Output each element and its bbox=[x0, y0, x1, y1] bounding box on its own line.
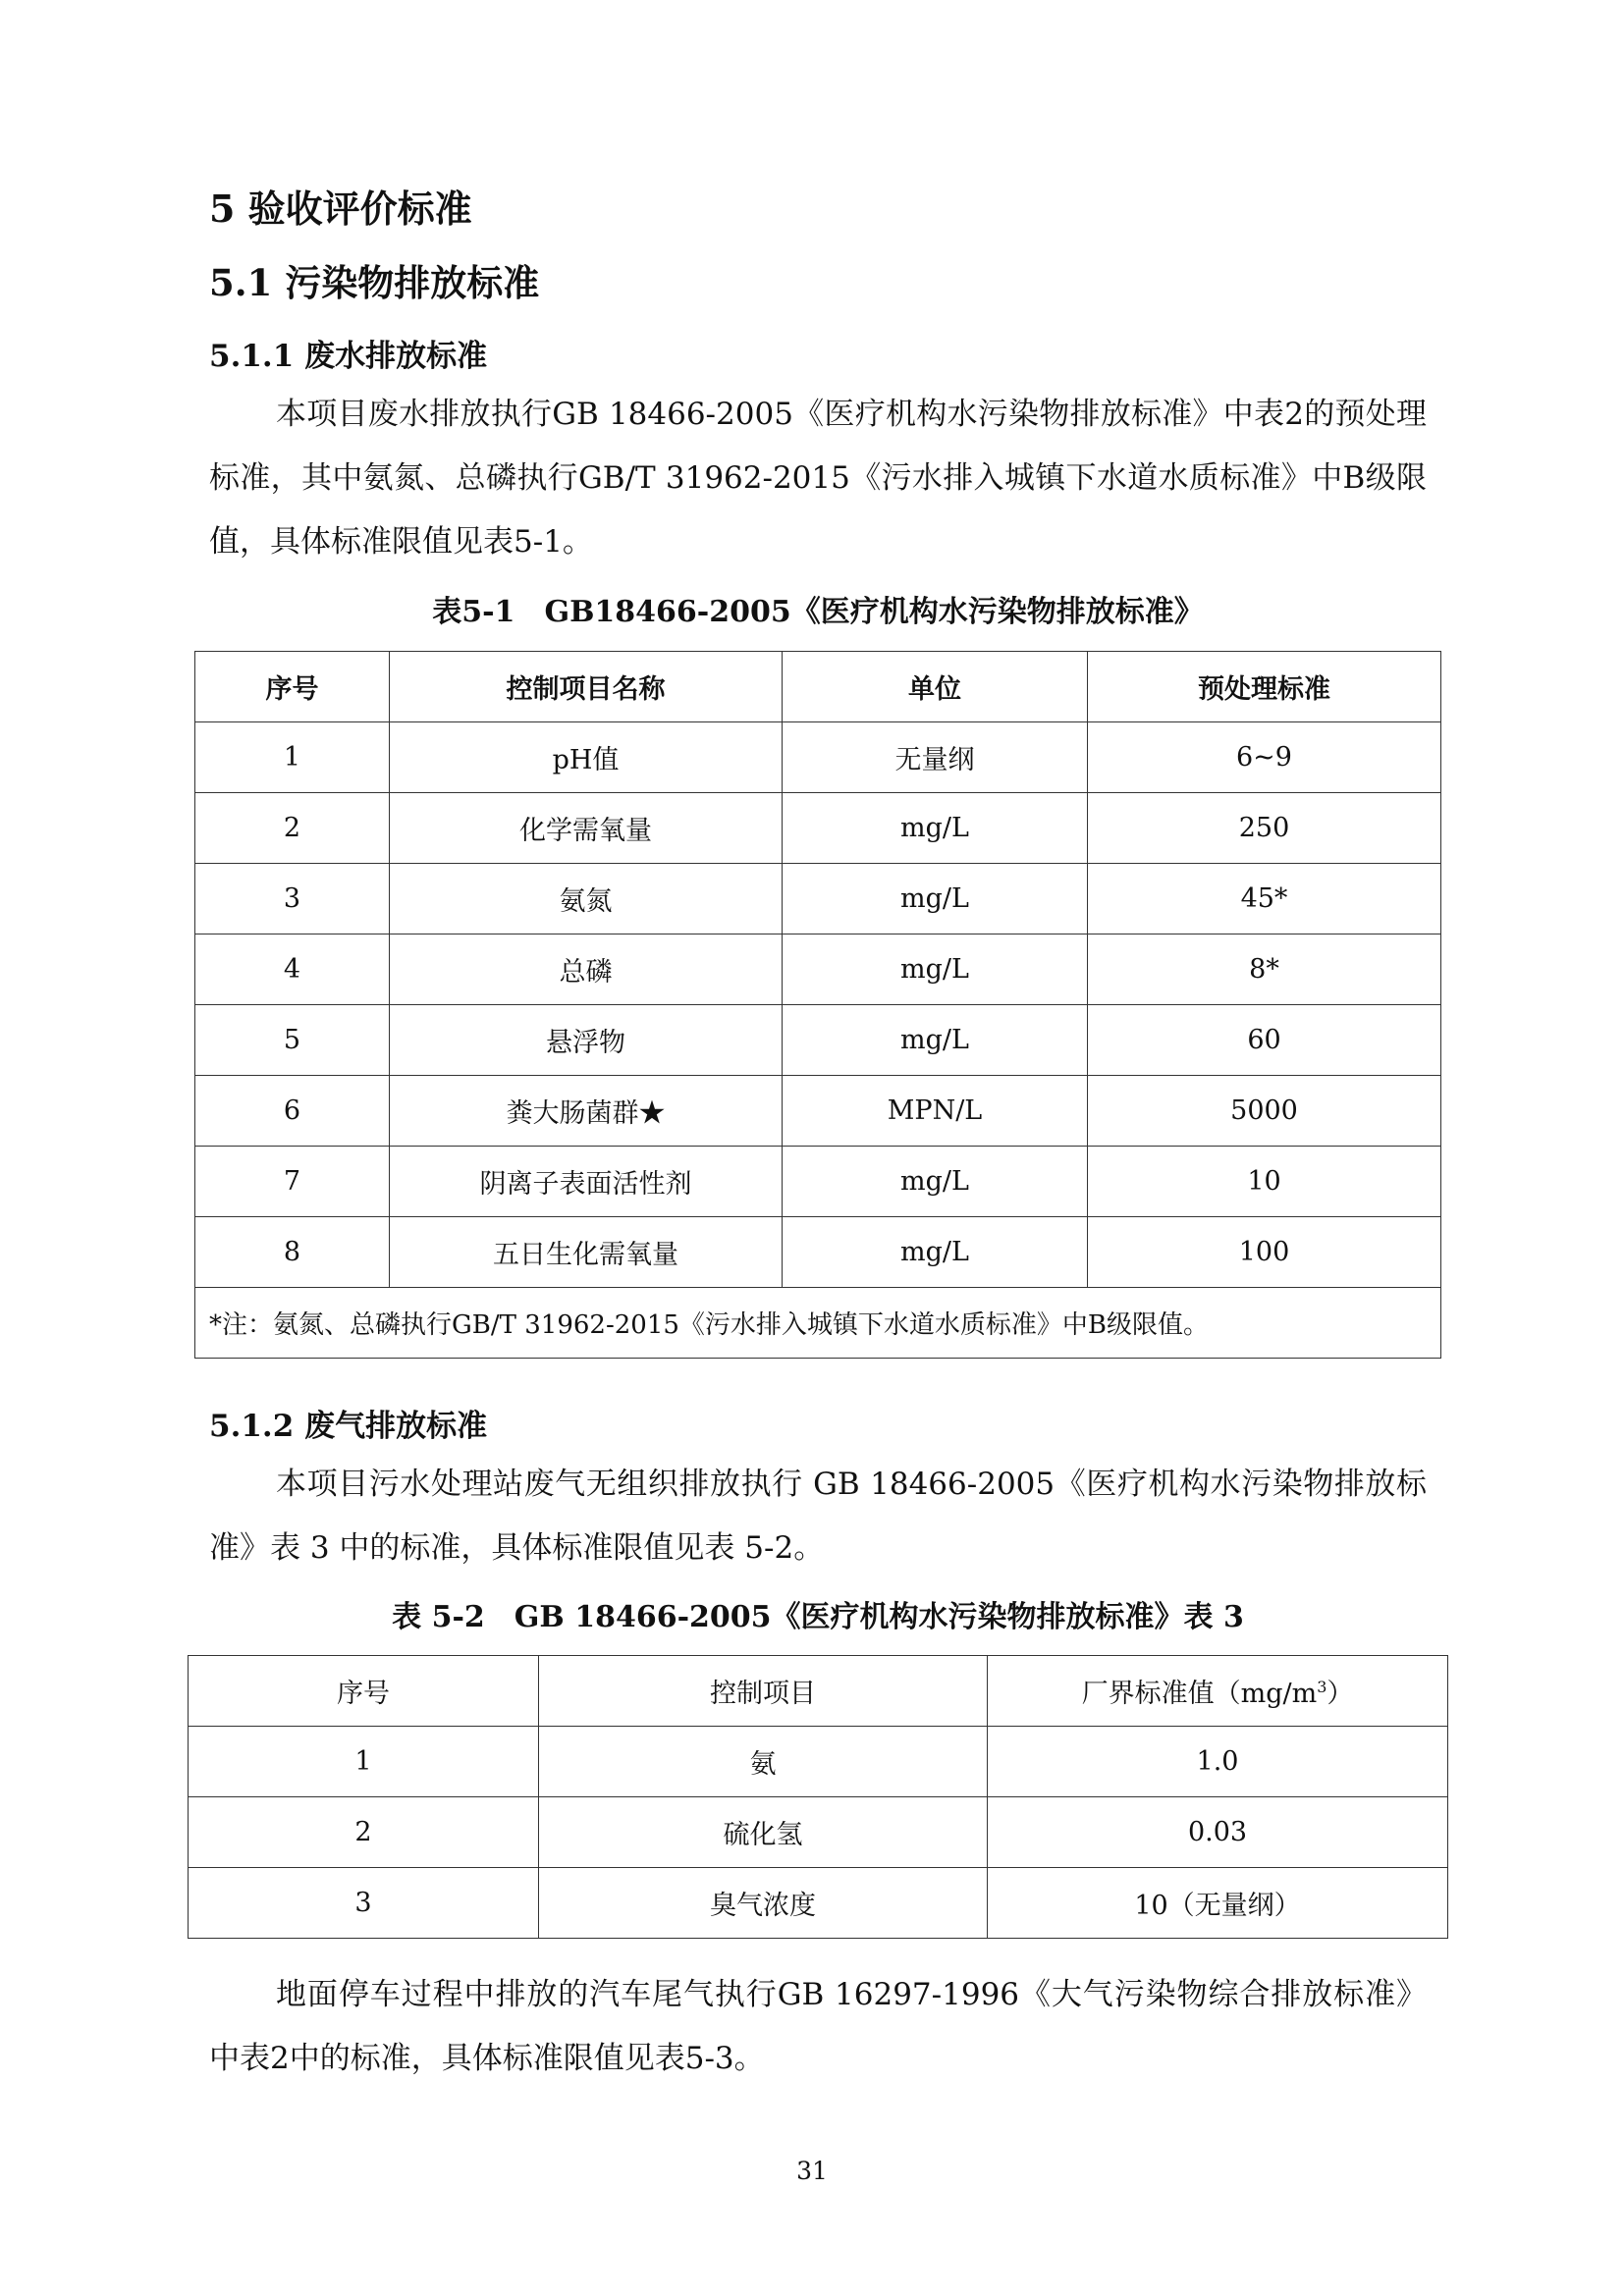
table-cell: 阴离子表面活性剂 bbox=[390, 1147, 783, 1217]
table-cell: 1 bbox=[189, 1727, 539, 1797]
table-cell: 10（无量纲） bbox=[988, 1868, 1448, 1939]
header-cell: 序号 bbox=[195, 652, 390, 722]
table-row bbox=[195, 1217, 1441, 1288]
table-cell: 氨 bbox=[539, 1727, 988, 1797]
table-note: *注：氨氮、总磷执行GB/T 31962-2015《污水排入城镇下水道水质标准》中B级限值。 bbox=[195, 1288, 1441, 1359]
table-cell: 8 bbox=[195, 1217, 390, 1288]
table-cell: 60 bbox=[1088, 1005, 1441, 1076]
table-cell: 化学需氧量 bbox=[390, 793, 783, 864]
table-row bbox=[189, 1797, 1448, 1868]
table-cell: 3 bbox=[189, 1868, 539, 1939]
table-cell: 7 bbox=[195, 1147, 390, 1217]
table1 bbox=[194, 651, 1441, 1359]
header-cell: 单位 bbox=[783, 652, 1088, 722]
table-cell: MPN/L bbox=[783, 1076, 1088, 1147]
table-cell: 100 bbox=[1088, 1217, 1441, 1288]
table-row bbox=[195, 864, 1441, 934]
table-cell: 250 bbox=[1088, 793, 1441, 864]
table-cell: mg/L bbox=[783, 793, 1088, 864]
table-cell: 2 bbox=[189, 1797, 539, 1868]
table-cell: 0.03 bbox=[988, 1797, 1448, 1868]
table-note-row bbox=[195, 1288, 1441, 1359]
table-cell: 臭气浓度 bbox=[539, 1868, 988, 1939]
table-cell: 硫化氢 bbox=[539, 1797, 988, 1868]
header-cell: 序号 bbox=[189, 1656, 539, 1727]
table-row bbox=[195, 934, 1441, 1005]
table-cell: mg/L bbox=[783, 1147, 1088, 1217]
header-cell: 控制项目 bbox=[539, 1656, 988, 1727]
wastewater-paragraph: 本项目废水排放执行GB 18466-2005《医疗机构水污染物排放标准》中表2的预处理标准，其中氨氮、总磷执行GB/T 31962-2015《污水排入城镇下水道水质标准》中B级限值，具体标准限值见表5-1。 bbox=[209, 397, 1427, 560]
table-cell: mg/L bbox=[783, 1005, 1088, 1076]
table-cell: 45* bbox=[1088, 864, 1441, 934]
table-cell: 氨氮 bbox=[390, 864, 783, 934]
header-cell: 预处理标准 bbox=[1088, 652, 1441, 722]
table-cell: 1 bbox=[195, 722, 390, 793]
table-cell: 2 bbox=[195, 793, 390, 864]
table-cell: mg/L bbox=[783, 1217, 1088, 1288]
table-row bbox=[195, 1147, 1441, 1217]
wastewater-heading: 5.1.1 废水排放标准 bbox=[209, 339, 488, 374]
table2 bbox=[188, 1655, 1448, 1939]
section-heading: 5 验收评价标准 bbox=[209, 187, 472, 231]
table-row bbox=[195, 722, 1441, 793]
table-cell: 10 bbox=[1088, 1147, 1441, 1217]
table-row bbox=[195, 1076, 1441, 1147]
table-cell: 五日生化需氧量 bbox=[390, 1217, 783, 1288]
table-row bbox=[189, 1868, 1448, 1939]
header-cell: 控制项目名称 bbox=[390, 652, 783, 722]
exhaust-paragraph: 本项目污水处理站废气无组织排放执行 GB 18466-2005《医疗机构水污染物排放标准》表 3 中的标准，具体标准限值见表 5-2。 bbox=[209, 1467, 1427, 1566]
table-row bbox=[189, 1727, 1448, 1797]
table2-caption: 表 5-2 GB 18466-2005《医疗机构水污染物排放标准》表 3 bbox=[392, 1600, 1244, 1634]
table-cell: pH值 bbox=[390, 722, 783, 793]
table-row bbox=[195, 1005, 1441, 1076]
table-cell: 8* bbox=[1088, 934, 1441, 1005]
table-header-row bbox=[195, 652, 1441, 722]
table-cell: mg/L bbox=[783, 934, 1088, 1005]
table-cell: 总磷 bbox=[390, 934, 783, 1005]
page-number: 31 bbox=[796, 2157, 828, 2185]
table-cell: 4 bbox=[195, 934, 390, 1005]
table-cell: 粪大肠菌群★ bbox=[390, 1076, 783, 1147]
vehicle-exhaust-paragraph: 地面停车过程中排放的汽车尾气执行GB 16297-1996《大气污染物综合排放标准》中表2中的标准，具体标准限值见表5-3。 bbox=[209, 1977, 1427, 2076]
table-cell: 5 bbox=[195, 1005, 390, 1076]
superscript: 3 bbox=[1317, 1678, 1327, 1696]
table-cell: 5000 bbox=[1088, 1076, 1441, 1147]
table-cell: 悬浮物 bbox=[390, 1005, 783, 1076]
subsection-heading: 5.1 污染物排放标准 bbox=[209, 261, 540, 304]
exhaust-heading: 5.1.2 废气排放标准 bbox=[209, 1409, 488, 1444]
header-text: ） bbox=[1326, 1679, 1354, 1709]
table-cell: 1.0 bbox=[988, 1727, 1448, 1797]
table-cell: mg/L bbox=[783, 864, 1088, 934]
header-cell bbox=[988, 1656, 1448, 1727]
table-cell: 6 bbox=[195, 1076, 390, 1147]
table-row bbox=[195, 793, 1441, 864]
table-header-row bbox=[189, 1656, 1448, 1727]
header-text: 厂界标准值（mg/m bbox=[1081, 1679, 1318, 1709]
table1-caption: 表5-1 GB18466-2005《医疗机构水污染物排放标准》 bbox=[432, 595, 1204, 629]
table-cell: 6~9 bbox=[1088, 722, 1441, 793]
table-cell: 无量纲 bbox=[783, 722, 1088, 793]
table-cell: 3 bbox=[195, 864, 390, 934]
